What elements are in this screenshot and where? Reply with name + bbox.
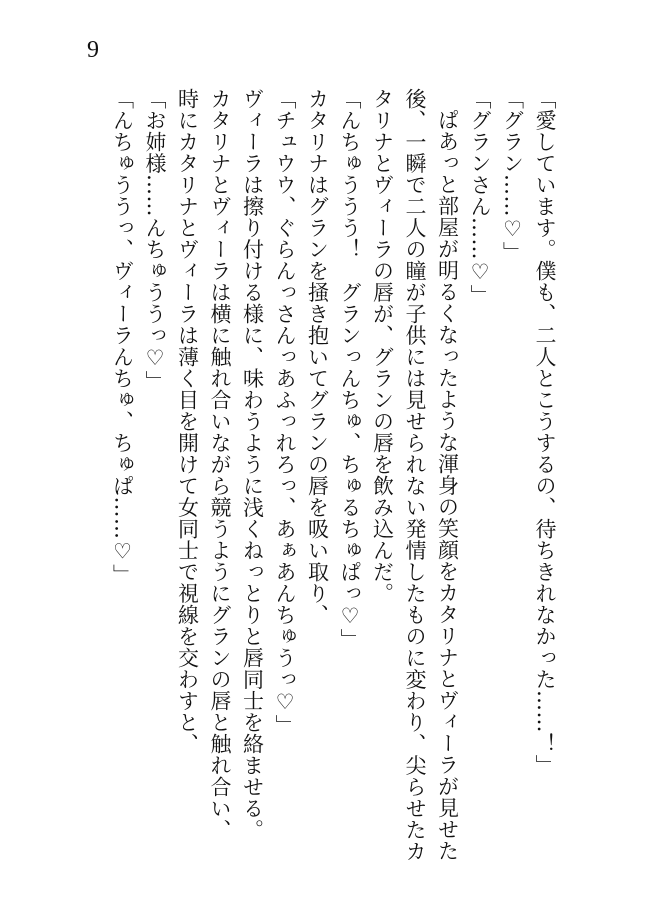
text-line-14: 「んちゅううっ、ヴィーラんちゅ、ちゅぱ……♡」: [110, 88, 135, 586]
text-line-2: 「グラン……♡」: [500, 88, 525, 263]
text-line-3: 「グランさん……♡」: [468, 88, 492, 306]
text-line-11: カタリナとヴィーラは横に触れ合いながら競うようにグランの唇と触れ合い、: [208, 88, 232, 841]
text-line-1: 「愛しています。僕も、二人とこうするの、待ちきれなかった……！」: [533, 88, 557, 776]
text-line-4: ぱあっと部屋が明るくなったような渾身の笑顔をカタリナとヴィーラが見せた: [435, 109, 460, 862]
novel-text-body: [106, 88, 561, 878]
text-line-12: 時にカタリナとヴィーラは薄く目を開けて女同士で視線を交わすと、: [175, 88, 200, 755]
text-line-9: 「チュウウ、ぐらんっさんっあふっれろっ、あぁあんちゅうっ♡」: [273, 88, 297, 736]
text-line-10: ヴィーラは擦り付ける様に、味わうように浅くねっとりと唇同士を絡ませる。: [240, 88, 265, 841]
text-line-13: 「お姉様……んちゅううっ♡」: [143, 88, 167, 392]
text-line-6: タリナとヴィーラの唇が、グランの唇を飲み込んだ。: [370, 88, 395, 604]
text-line-5: 後、一瞬で二人の瞳が子供には見せられない発情したものに変わり、尖らせたカ: [403, 88, 427, 862]
text-line-7: 「んちゅううう！ グランっんちゅ、ちゅるちゅぱっ♡」: [338, 88, 362, 650]
page-number: 9: [87, 37, 99, 63]
text-line-8: カタリナはグランを掻き抱いてグランの唇を吸い取り、: [305, 88, 330, 626]
